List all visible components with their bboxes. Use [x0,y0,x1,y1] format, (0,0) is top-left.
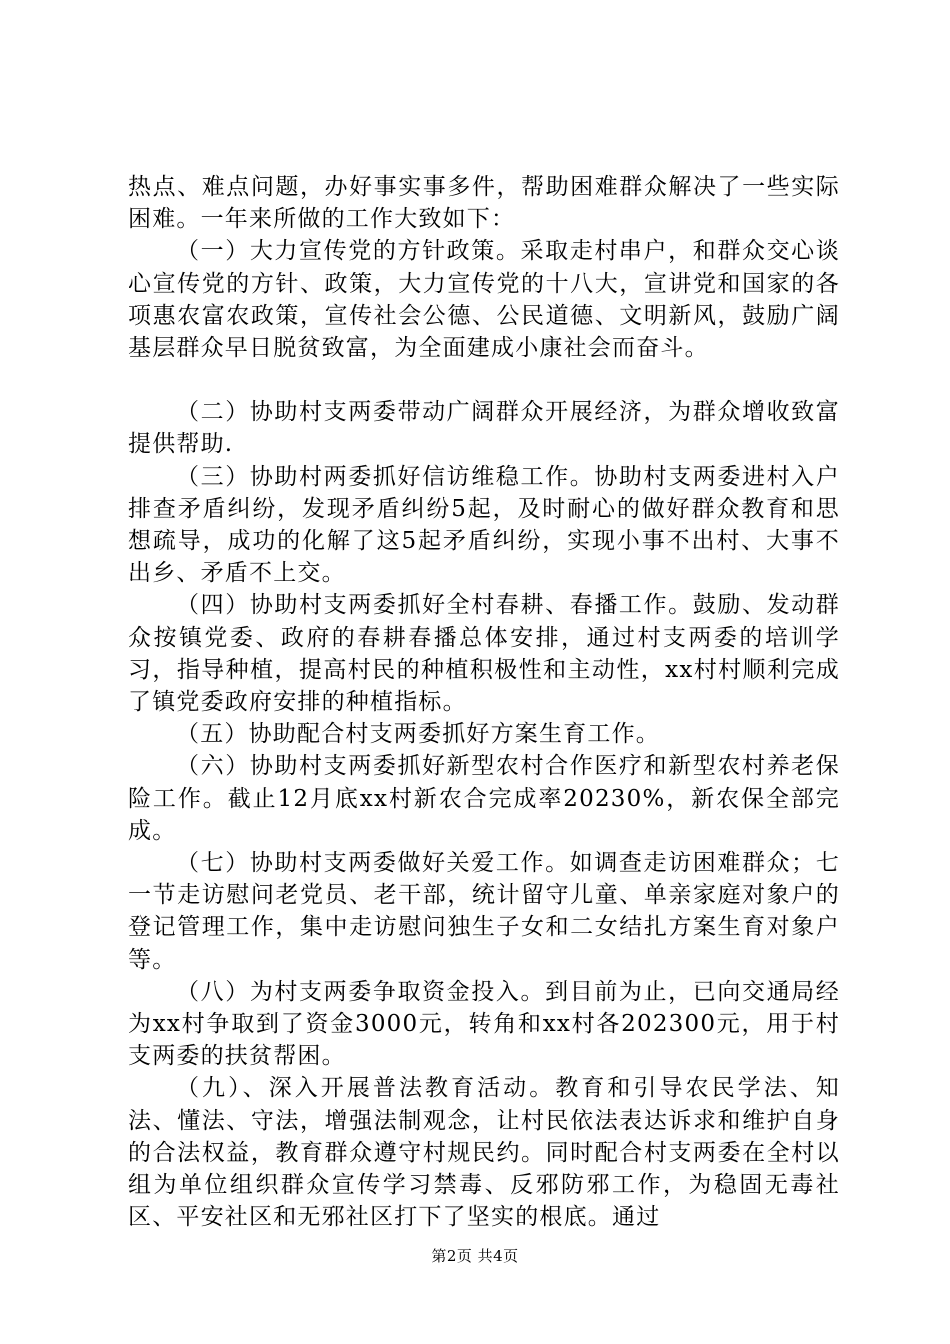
paragraph-intro: 热点、难点问题，办好事实事多件，帮助困难群众解决了一些实际困难。一年来所做的工作大致如下： [128,174,840,233]
paragraph-item-5: （五）协助配合村支两委抓好方案生育工作。 [176,721,660,748]
paragraph-item-6: （六）协助村支两委抓好新型农村合作医疗和新型农村养老保险工作。截止12月底xx村新农合完成率20230%，新农保全部完成。 [128,753,840,844]
paragraph-item-1: （一）大力宣传党的方针政策。采取走村串户，和群众交心谈心宣传党的方针、政策，大力宣传党的十八大，宣讲党和国家的各项惠农富农政策，宣传社会公德、公民道德、文明新风，鼓励广阔基层群众早日脱贫致富，为全面建成小康社会而奋斗。 [128,238,840,362]
paragraph-item-2: （二）协助村支两委带动广阔群众开展经济，为群众增收致富提供帮助. [128,399,840,458]
document-body [128,171,840,1234]
paragraph-item-3: （三）协助村两委抓好信访维稳工作。协助村支两委进村入户排查矛盾纠纷，发现矛盾纠纷5起，及时耐心的做好群众教育和思想疏导，成功的化解了这5起矛盾纠纷，实现小事不出村、大事不出乡、矛盾不上交。 [128,463,840,587]
paragraph-item-9: （九）、深入开展普法教育活动。教育和引导农民学法、知法、懂法、守法，增强法制观念，让村民依法表达诉求和维护自身的合法权益，教育群众遵守村规民约。同时配合村支两委在全村以组为单位组织群众宣传学习禁毒、反邪防邪工作，为稳固无毒社区、平安社区和无邪社区打下了坚实的根底。通过 [128,1075,840,1231]
paragraph-item-7: （七）协助村支两委做好关爱工作。如调查走访困难群众；七一节走访慰问老党员、老干部，统计留守儿童、单亲家庭对象户的登记管理工作，集中走访慰问独生子女和二女结扎方案生育对象户等。 [128,850,840,973]
paragraph-item-4: （四）协助村支两委抓好全村春耕、春播工作。鼓励、发动群众按镇党委、政府的春耕春播总体安排，通过村支两委的培训学习，指导种植，提高村民的种植积极性和主动性，xx村村顺利完成了镇党委政府安排的种植指标。 [128,592,840,716]
paragraph-item-8: （八）为村支两委争取资金投入。到目前为止，已向交通局经为xx村争取到了资金3000元，转角和xx村各202300元，用于村支两委的扶贫帮困。 [128,978,840,1070]
page-footer: 第2页 共4页 [431,1247,519,1265]
